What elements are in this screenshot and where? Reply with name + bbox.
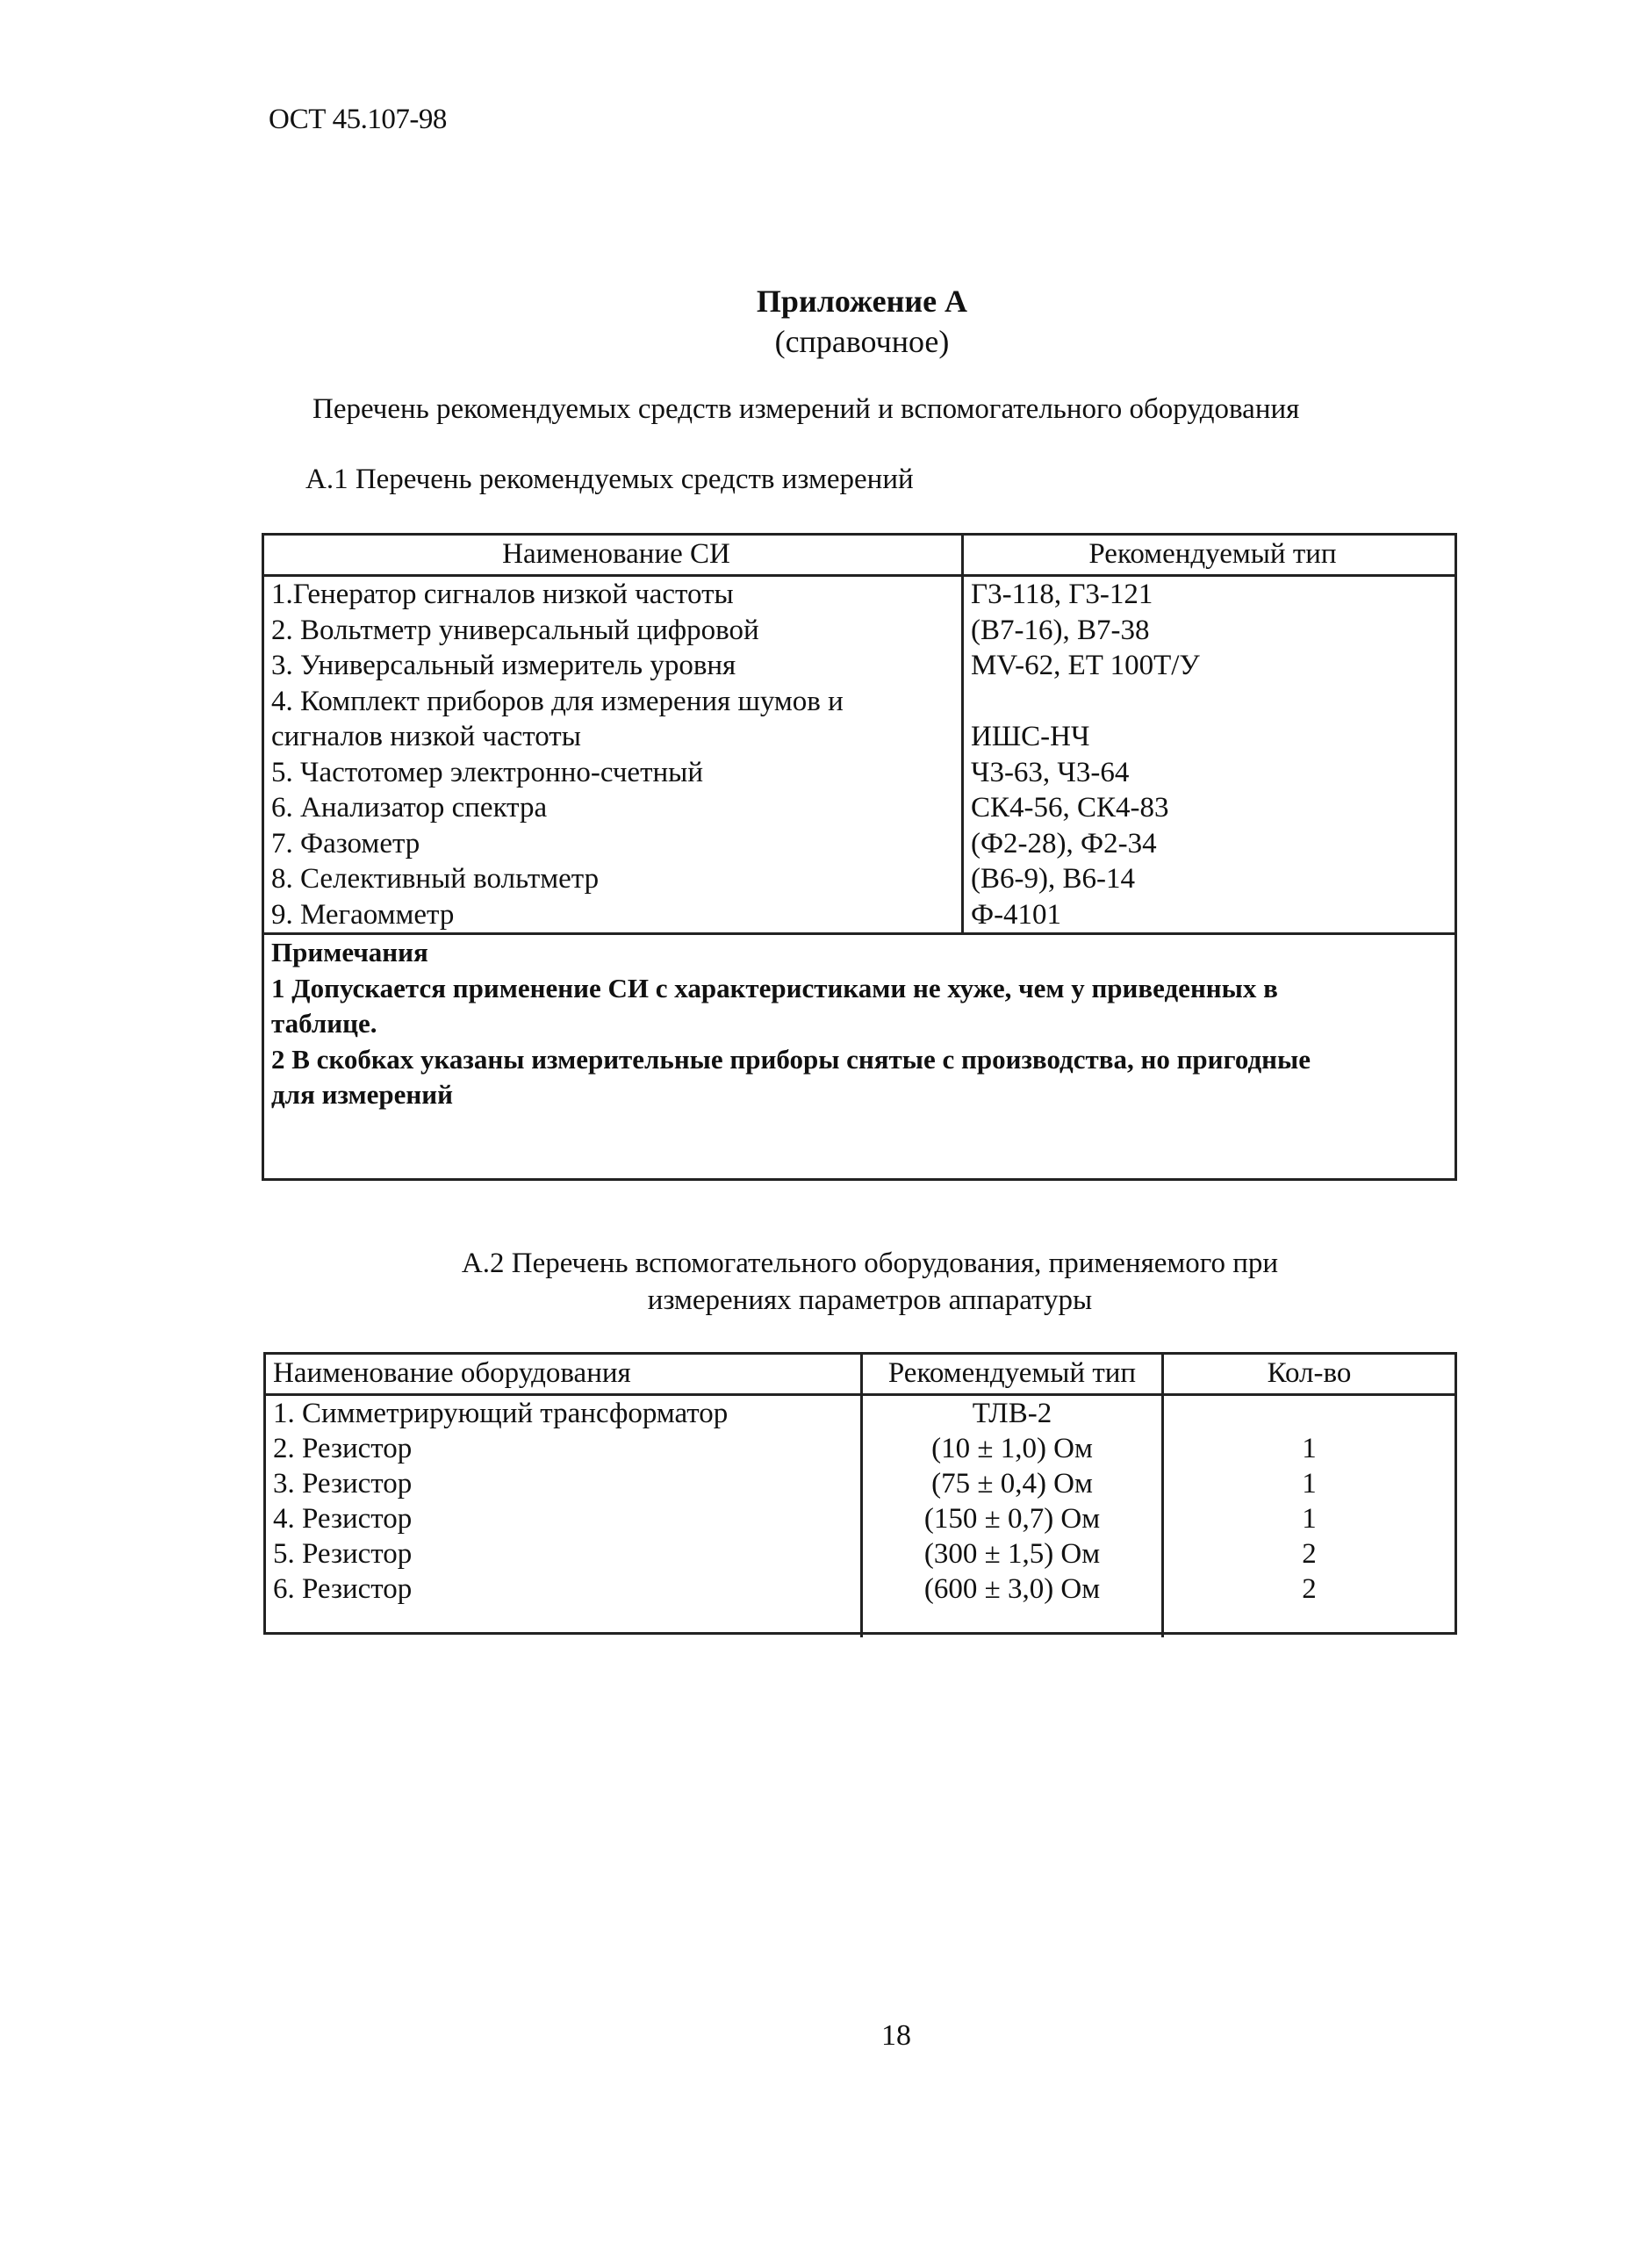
- header-cell-type: Рекомендуемый тип: [1088, 538, 1337, 570]
- table-cell: 2. Резистор: [273, 1433, 413, 1464]
- note-line: 1 Допускается применение СИ с характеристиками не хуже, чем у приведенных в: [271, 972, 1278, 1003]
- appendix-subtitle: (справочное): [774, 324, 950, 359]
- table-cell: 4. Комплект приборов для измерения шумов и: [271, 685, 844, 717]
- table-cell: (600 ± 3,0) Ом: [923, 1573, 1101, 1605]
- table-cell: 7. Фазометр: [271, 827, 420, 859]
- table-cell: (В6-9), В6-14: [971, 863, 1135, 895]
- table-cell: 5. Резистор: [273, 1538, 413, 1570]
- table-cell: 6. Анализатор спектра: [271, 792, 548, 824]
- table-cell: 8. Селективный вольтметр: [271, 863, 600, 895]
- section-a2-heading: [263, 1245, 1476, 1319]
- table-cell: 2: [1302, 1573, 1317, 1605]
- table-cell: MV-62, ET 100T/У: [971, 650, 1200, 681]
- table-body: [266, 1396, 1454, 1637]
- table-cell: СК4-56, СК4-83: [971, 792, 1169, 824]
- equipment-name-column: [266, 1396, 863, 1637]
- measuring-instruments-table: [262, 533, 1457, 1181]
- table-body: [264, 577, 1454, 932]
- table-cell: 3. Резистор: [273, 1468, 413, 1500]
- table-cell: [971, 684, 1454, 720]
- list-heading: Перечень рекомендуемых средств измерений и вспомогательного оборудования: [312, 393, 1300, 425]
- header-cell-type: Рекомендуемый тип: [863, 1355, 1164, 1393]
- table-cell: 6. Резистор: [273, 1573, 413, 1605]
- table-cell: 3. Универсальный измеритель уровня: [271, 650, 736, 681]
- table-header-row: [264, 536, 1454, 577]
- table-cell: Ч3-63, Ч3-64: [971, 756, 1130, 788]
- section-a2-heading-line2: измерениях параметров аппаратуры: [647, 1284, 1093, 1316]
- auxiliary-equipment-table: [263, 1352, 1457, 1635]
- table-cell: (Ф2-28), Ф2-34: [971, 827, 1157, 859]
- appendix-title: Приложение А: [756, 284, 968, 319]
- header-cell-quantity: Кол-во: [1267, 1357, 1352, 1389]
- table-cell: (300 ± 1,5) Ом: [923, 1538, 1101, 1570]
- equipment-quantity-column: [1164, 1396, 1454, 1637]
- table-cell: (10 ± 1,0) Ом: [931, 1433, 1093, 1464]
- document-code: ОСТ 45.107-98: [269, 104, 447, 135]
- notes-title: Примечания: [271, 937, 428, 967]
- table-cell: 1.Генератор сигналов низкой частоты: [271, 579, 734, 610]
- header-cell-name: Наименование СИ: [264, 536, 964, 574]
- table-cell: 1: [1302, 1433, 1317, 1464]
- table-cell: 4. Резистор: [273, 1503, 413, 1535]
- header-cell-equipment: Наименование оборудования: [266, 1355, 863, 1393]
- table-cell: (В7-16), В7-38: [971, 614, 1150, 646]
- table-cell: 2. Вольтметр универсальный цифровой: [271, 614, 759, 646]
- section-a1-heading: А.1 Перечень рекомендуемых средств измерений: [305, 464, 914, 495]
- note-line: 2 В скобках указаны измерительные приборы снятые с производства, но пригодные: [271, 1043, 1311, 1075]
- table-cell: (75 ± 0,4) Ом: [931, 1468, 1093, 1500]
- table-notes: [264, 932, 1454, 1178]
- table-cell: сигналов низкой частоты: [271, 721, 581, 752]
- note-line: таблице.: [271, 1008, 377, 1039]
- note-line: для измерений: [271, 1079, 453, 1110]
- equipment-type-column: [863, 1396, 1164, 1637]
- table-cell: ТЛВ-2: [972, 1398, 1052, 1429]
- table-cell: 5. Частотомер электронно-счетный: [271, 756, 703, 788]
- table-cell: 9. Мегаомметр: [271, 898, 455, 931]
- instrument-type-column: [964, 577, 1454, 932]
- table-cell: Г3-118, Г3-121: [971, 579, 1153, 610]
- table-header-row: [266, 1355, 1454, 1396]
- table-cell: 1. Симметрирующий трансформатор: [273, 1398, 729, 1429]
- table-cell: [1164, 1396, 1454, 1431]
- table-cell: ИШС-НЧ: [971, 721, 1090, 752]
- section-a2-heading-line1: А.2 Перечень вспомогательного оборудования, применяемого при: [461, 1248, 1279, 1279]
- page-number: 18: [881, 2019, 911, 2052]
- table-cell: 2: [1302, 1538, 1317, 1570]
- table-cell: 1: [1302, 1468, 1317, 1500]
- instrument-name-column: [264, 577, 964, 932]
- table-cell: Ф-4101: [971, 898, 1062, 931]
- table-cell: 1: [1302, 1503, 1317, 1535]
- table-cell: (150 ± 0,7) Ом: [923, 1503, 1101, 1535]
